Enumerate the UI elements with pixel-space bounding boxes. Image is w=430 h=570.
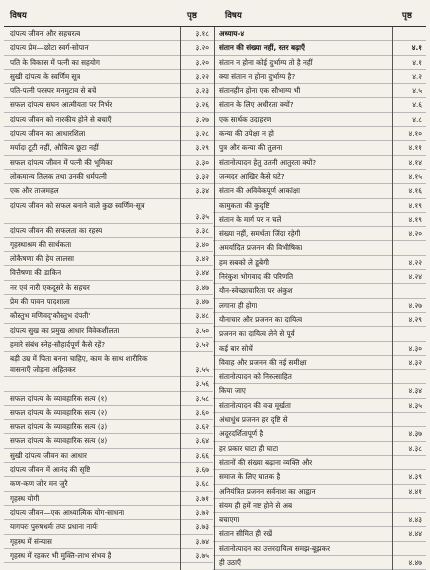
toc-entry-page: ३.७५	[195, 550, 209, 560]
toc-entry	[4, 377, 213, 391]
toc-entry-title: मर्यादा टूटी नहीं, औचित्य छूटा नहीं	[10, 143, 99, 153]
toc-entry	[213, 27, 426, 41]
toc-entry-title: कन्या की उपेक्षा न हो	[219, 129, 274, 139]
toc-entry-page: ३.२७	[195, 114, 209, 124]
toc-entry	[4, 252, 213, 266]
toc-entry-title: क्या संतान न होना दुर्भाग्य है?	[219, 71, 296, 81]
toc-entry	[4, 520, 213, 534]
toc-entry-page: ४.१०	[408, 129, 422, 139]
toc-entry-page: ४.२७	[408, 300, 422, 310]
toc-entry-page: ३.६०	[195, 407, 209, 417]
toc-entry	[4, 338, 213, 352]
toc-entry-page: ३.३४	[195, 186, 209, 196]
toc-entry-title: गृहस्थ में संन्यास	[10, 536, 52, 546]
toc-entry-title: दांपत्य जीवन—एक आध्यात्मिक योग-साधना	[10, 507, 125, 517]
toc-entry	[213, 513, 426, 527]
toc-entry	[213, 556, 426, 570]
toc-entry-page: ४.२	[412, 71, 422, 81]
toc-entry	[4, 392, 213, 406]
contents-header	[4, 4, 426, 27]
toc-entry	[213, 227, 426, 241]
toc-entry	[213, 184, 426, 198]
toc-entry-title: अनियंत्रित प्रजनन सर्वनाश का आह्वान	[219, 486, 316, 496]
toc-entry-page: ४.१५	[408, 171, 422, 181]
toc-entry-page: ४.३९	[408, 472, 422, 482]
toc-entry-page: ४.३७	[408, 429, 422, 439]
toc-entry-page: ४.२२	[408, 257, 422, 267]
toc-entry-title: पुत्र और कन्या की तुलना	[219, 143, 283, 153]
toc-entry-title: एक और ताजमहल	[10, 186, 59, 196]
right-page-divider	[392, 27, 393, 570]
toc-entry-title: गृहस्थ योगी	[10, 493, 40, 503]
toc-entry-page: ३.४७	[195, 282, 209, 292]
toc-entry	[4, 506, 213, 520]
toc-entry	[213, 485, 426, 499]
right-column	[213, 27, 426, 570]
toc-entry-page: ३.४०	[195, 239, 209, 249]
toc-entry	[4, 56, 213, 70]
toc-entry-page: ३.४२	[195, 254, 209, 264]
toc-entry-title: दांपत्य प्रेम—छोटा स्वर्ग-सोपान	[10, 43, 89, 53]
toc-entry	[213, 127, 426, 141]
toc-entry	[4, 224, 213, 238]
toc-entry	[213, 84, 426, 98]
toc-entry	[213, 256, 426, 270]
toc-entry	[4, 449, 213, 463]
toc-entry	[213, 156, 426, 170]
toc-entry	[213, 413, 426, 427]
toc-entry-title: यागपरः पुरुषधर्मः तपः प्रधाना नार्यः	[10, 522, 98, 532]
toc-entry-title: सफल दांपत्य के व्यावहारिक सत्य (१)	[10, 393, 108, 403]
toc-entry	[4, 295, 213, 309]
toc-entry-page: ३.५२	[195, 339, 209, 349]
toc-entry	[213, 113, 426, 127]
toc-entry-title: सफल दांपत्य के व्यावहारिक सत्य (४)	[10, 436, 108, 446]
toc-entry-page: ३.६४	[195, 436, 209, 446]
left-page-divider	[180, 27, 181, 570]
toc-entry-page: ३.२८	[195, 129, 209, 139]
toc-entry-page: ४.१६	[408, 186, 422, 196]
toc-entry-title: यौन-स्वेच्छाचारिता पर अंकुश	[219, 286, 293, 296]
toc-entry-title: प्रेम की पावन पादशाला	[10, 297, 70, 307]
toc-entry-title: अध्याय-४	[219, 29, 245, 38]
toc-entry	[4, 324, 213, 338]
toc-entry-page: ३.४४	[195, 268, 209, 278]
toc-entry-page: ३.७३	[195, 522, 209, 532]
toc-entry	[4, 156, 213, 170]
toc-entry-title: हम सबको ले डूबेगी	[219, 257, 270, 267]
toc-entry	[213, 370, 426, 384]
toc-entry	[213, 399, 426, 413]
toc-entry-title: संतान की संख्या नहीं, स्तर बढ़ाएँ	[219, 43, 306, 53]
toc-entry	[4, 127, 213, 141]
toc-entry-title: संतानोत्पादन हेतु उतनी आतुरता क्यों?	[219, 157, 317, 167]
toc-entry-title: लोकैषणा की हेय लालसा	[10, 254, 75, 264]
toc-entry-title: दांपत्य जीवन को नारकीय होने से बचाएँ	[10, 114, 112, 124]
toc-entry-title: संतानों की संख्या बढ़ाना व्यक्ति और	[219, 457, 313, 467]
toc-entry-page: ३.२९	[195, 143, 209, 153]
toc-entry	[4, 463, 213, 477]
toc-entry-title: हमारे संबंध स्नेह-सौहार्दपूर्ण कैसे रहें?	[10, 339, 106, 349]
toc-entry	[213, 41, 426, 55]
toc-entry-page: ३.२२	[195, 71, 209, 81]
toc-entry-page: ३.५८	[195, 393, 209, 403]
toc-entry-title: संतानोत्पादन का उत्तरदायित्व समझ-बूझकर	[219, 543, 331, 553]
toc-entry	[213, 384, 426, 398]
toc-entry	[213, 56, 426, 70]
toc-entry-page: ३.४८	[195, 311, 209, 321]
toc-entry	[213, 270, 426, 284]
toc-entry-page: ३.५६	[195, 379, 209, 389]
toc-entry-title: निरंकुश भोगवाद की परिणति	[219, 272, 294, 282]
toc-entry-title: संतान न होना कोई दुर्भाग्य तो है नहीं	[219, 57, 313, 67]
toc-entry	[213, 499, 426, 513]
toc-entry-title: अमर्यादित प्रजनन की विभीषिका	[219, 243, 303, 253]
toc-entry-page: ३.१८	[195, 29, 209, 38]
toc-entry	[213, 313, 426, 327]
toc-entry-page: ३.७२	[195, 507, 209, 517]
toc-entry	[4, 98, 213, 112]
toc-entry-title: संतान सीमित ही रखें	[219, 529, 273, 539]
toc-entry-title: दांपत्य जीवन को सफल बनाने वाले कुछ स्वर्णिम-सूत्र	[10, 200, 145, 210]
toc-entry	[4, 477, 213, 491]
toc-entry-title: हर प्रकार घाटा ही घाटा	[219, 443, 279, 453]
toc-entry-page: ३.६७	[195, 465, 209, 475]
toc-entry-title: सफल दांपत्य के व्यावहारिक सत्य (२)	[10, 407, 108, 417]
toc-entry-title: जन्मदर आखिर कैसे घटे?	[219, 171, 285, 181]
toc-entry-title: पति-पत्नी परस्पर मनमुटाव से बचें	[10, 86, 97, 96]
toc-entry-page: ३.५५	[195, 365, 209, 375]
toc-entry-title: वित्तैषणा की डाकिन	[10, 268, 62, 278]
toc-entry	[213, 98, 426, 112]
toc-entry-page: ४.३५	[408, 400, 422, 410]
left-page-heading: पृष्ठ	[187, 11, 197, 21]
toc-entry	[4, 420, 213, 434]
right-subject-heading: विषय	[225, 11, 242, 21]
toc-entry	[4, 27, 213, 41]
toc-entry-page: ४.४३	[408, 515, 422, 525]
toc-entry-page: ३.२६	[195, 100, 209, 110]
toc-entry	[4, 281, 213, 295]
toc-entry-title: सुखी दांपत्य जीवन का आधार	[10, 450, 87, 460]
toc-entry-title: विवाह और प्रजनन की नई समीक्षा	[219, 357, 307, 367]
toc-entry-title: कई बार सोचें	[219, 343, 253, 353]
toc-entry	[4, 141, 213, 155]
toc-entry-page: ३.५०	[195, 325, 209, 335]
toc-entry-title: दांपत्य जीवन में आनंद की सृष्टि	[10, 465, 91, 475]
toc-entry-page: ३.४७	[195, 297, 209, 307]
toc-entry	[213, 284, 426, 298]
toc-entry-title: अंधाधुंध प्रजनन हर दृष्टि से	[219, 415, 288, 425]
column-divider	[214, 27, 215, 570]
toc-entry-title: ही उठाएँ	[219, 557, 241, 567]
toc-entry-page: ४.२९	[408, 314, 422, 324]
toc-entry-title: बचाएगा	[219, 515, 240, 525]
toc-entry-page: ४.३२	[408, 357, 422, 367]
toc-entry-page: ४.३०	[408, 343, 422, 353]
toc-entry-page: ३.६२	[195, 422, 209, 432]
toc-entry-title: सफल दांपत्य जीवन में पत्नी की भूमिका	[10, 157, 113, 167]
toc-entry	[4, 434, 213, 448]
toc-entry-title: गृहस्थ में रहकर भी मुक्ति-लाभ संभव है	[10, 550, 112, 560]
toc-entry	[4, 113, 213, 127]
toc-entry-page: ३.२३	[195, 86, 209, 96]
left-column	[4, 27, 213, 570]
toc-entry-title: अदूरदर्शितापूर्ण है	[219, 429, 264, 439]
toc-entry-page: ३.३८	[195, 225, 209, 235]
toc-entry-title: प्रजनन का दायित्व लेने से पूर्व	[219, 329, 295, 339]
toc-entry-title: समाज के लिए घातक है	[219, 472, 281, 482]
toc-entry	[213, 527, 426, 541]
toc-entry-page: ४.२०	[408, 229, 422, 239]
toc-entry-page: ४.१	[412, 57, 422, 67]
toc-entry-title: दांपत्य जीवन और सहचरत्व	[10, 29, 81, 38]
toc-entry-title: यौनाचार और प्रजनन का दायित्व	[219, 314, 303, 324]
toc-entry	[4, 84, 213, 98]
toc-entry	[4, 352, 213, 377]
toc-entry-title: एक सार्थक उदाहरण	[219, 114, 272, 124]
toc-entry	[4, 170, 213, 184]
toc-entry-title: सफल दांपत्य सघन आत्मीयता पर निर्भर	[10, 100, 113, 110]
toc-entry	[213, 199, 426, 213]
toc-entry-title: कण-कण जोर मन जुरै	[10, 479, 68, 489]
toc-entry	[213, 213, 426, 227]
toc-entry-page: ४.४७	[408, 557, 422, 567]
toc-entry-page: ४.८	[412, 114, 422, 124]
toc-entry	[213, 299, 426, 313]
toc-entry-page: ४.३८	[408, 443, 422, 453]
toc-entry-title: दांपत्य सुख का प्रमुख आधार विवेकशीलता	[10, 325, 120, 335]
toc-entry	[213, 542, 426, 556]
toc-entry-page: ४.१४	[408, 157, 422, 167]
toc-entry-page: ४.४४	[408, 529, 422, 539]
toc-entry-page: ४.३४	[408, 386, 422, 396]
toc-entry	[213, 342, 426, 356]
toc-entry-title: पति के विकास में पत्नी का सहयोग	[10, 57, 100, 67]
toc-entry-title: संतान के मार्ग पर न चलें	[219, 214, 282, 224]
toc-entry	[213, 470, 426, 484]
toc-entry-title: कौस्तुभ मणिवद्‌'कौस्तुभ दंपती'	[10, 311, 91, 321]
toc-entry	[213, 456, 426, 470]
toc-entry-page: ३.६८	[195, 479, 209, 489]
toc-entry	[4, 184, 213, 198]
toc-entry-title: दांपत्य जीवन का आधारशिला	[10, 129, 86, 139]
toc-entry	[213, 356, 426, 370]
toc-entry-title: सफल दांपत्य के व्यावहारिक सत्य (३)	[10, 422, 108, 432]
toc-entry-page: ४.११	[408, 143, 422, 153]
toc-entry	[213, 241, 426, 255]
toc-entry	[213, 327, 426, 341]
toc-entry-page: ३.३५	[195, 211, 209, 221]
toc-entry	[4, 41, 213, 55]
toc-entry-title: संयम ही हमें नष्ट होने से अब	[219, 500, 293, 510]
toc-entry-page: ३.३०	[195, 157, 209, 167]
toc-entry-title: किया जाए	[219, 386, 246, 396]
toc-entry	[213, 141, 426, 155]
toc-entry-page: ४.२४	[408, 272, 422, 282]
toc-entry-title: लगाना ही होगा	[219, 300, 258, 310]
toc-entry-title: संतानोत्पादन की वज्र मूर्खता	[219, 400, 291, 410]
right-page-heading: पृष्ठ	[402, 11, 412, 21]
toc-entry-title: बड़ी उम्र में पिता बनना चाहिए, काम के साथ शारीरिक वासनाएँ जोड़ना अहितकर	[10, 354, 148, 375]
toc-entry	[4, 549, 213, 563]
toc-entry-title: संतान के लिए अधीरता क्यों?	[219, 100, 294, 110]
toc-entry-page: ३.३२	[195, 171, 209, 181]
toc-entry-title: लोकमान्य तिलक तथा उनकी धर्मपत्नी	[10, 171, 107, 181]
toc-entry-title: संतान की अविवेकपूर्ण आकांक्षा	[219, 186, 300, 196]
toc-entry	[4, 492, 213, 506]
toc-entry	[4, 266, 213, 280]
toc-entry	[4, 406, 213, 420]
toc-entry-page: ४.१	[411, 43, 422, 53]
toc-entry-title: संतानहीन होना एक सौभाग्य भी	[219, 86, 301, 96]
toc-entry-page: ४.१९	[408, 200, 422, 210]
toc-entry-title: सुखी दांपत्य के स्वर्णिम सूत्र	[10, 71, 81, 81]
toc-entry-title: कामुकता की कुदृष्टि	[219, 200, 270, 210]
toc-entry	[213, 427, 426, 441]
toc-entry	[4, 535, 213, 549]
toc-entry-page: ४.४१	[408, 486, 422, 496]
toc-entry-page: ४.६	[412, 100, 422, 110]
toc-entry-page: ३.६६	[195, 450, 209, 460]
toc-entry-title: संतानोत्पादन को निरुत्साहित	[219, 372, 292, 382]
toc-entry	[213, 442, 426, 456]
toc-entry-title: गृहस्थाश्रम की सार्थकता	[10, 239, 72, 249]
contents-columns	[4, 27, 426, 570]
toc-entry	[4, 199, 213, 224]
toc-entry-title: संख्या नहीं, समर्थता जिंदा रहेगी	[219, 229, 301, 239]
toc-entry	[4, 238, 213, 252]
toc-entry-page: ३.२०	[195, 43, 209, 53]
toc-entry-page: ४.५	[412, 86, 422, 96]
toc-entry-page: ३.७४	[195, 536, 209, 546]
toc-entry	[4, 70, 213, 84]
toc-entry-page: ३.२०	[195, 57, 209, 67]
toc-entry-page: ४.१९	[408, 214, 422, 224]
toc-entry-title: दांपत्य जीवन की सफलता का रहस्य	[10, 225, 103, 235]
toc-entry	[4, 309, 213, 323]
toc-entry-title: नर एवं नारी एकदूसरे के सहचर	[10, 282, 90, 292]
toc-entry	[213, 70, 426, 84]
left-subject-heading: विषय	[10, 11, 27, 21]
toc-entry-page: ३.७१	[195, 493, 209, 503]
toc-entry	[213, 170, 426, 184]
